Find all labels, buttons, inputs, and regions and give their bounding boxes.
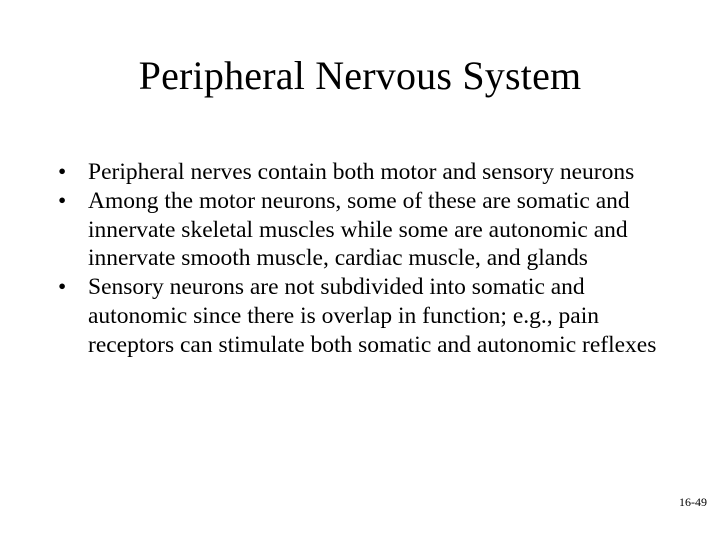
bullet-item	[55, 187, 675, 273]
bullet-text: Sensory neurons are not subdivided into somatic and autonomic since there is overlap in function; e.g., pain receptors can stimulate both somatic and autonomic reflexes	[88, 274, 657, 358]
bullet-icon: •	[58, 187, 67, 214]
bullet-icon: •	[58, 159, 67, 185]
bullet-item	[55, 273, 675, 359]
bullet-text: Among the motor neurons, some of these are somatic and innervate skeletal muscles while some are autonomic and innervate smooth muscle, cardiac muscle, and glands	[88, 187, 630, 272]
bullet-text: Peripheral nerves contain both motor and sensory neurons	[88, 159, 635, 185]
bullet-list	[55, 158, 675, 360]
slide-number: 16-49	[679, 495, 707, 509]
bullet-icon: •	[58, 274, 67, 301]
bullet-item	[55, 158, 675, 187]
slide-title: Peripheral Nervous System	[138, 53, 582, 98]
